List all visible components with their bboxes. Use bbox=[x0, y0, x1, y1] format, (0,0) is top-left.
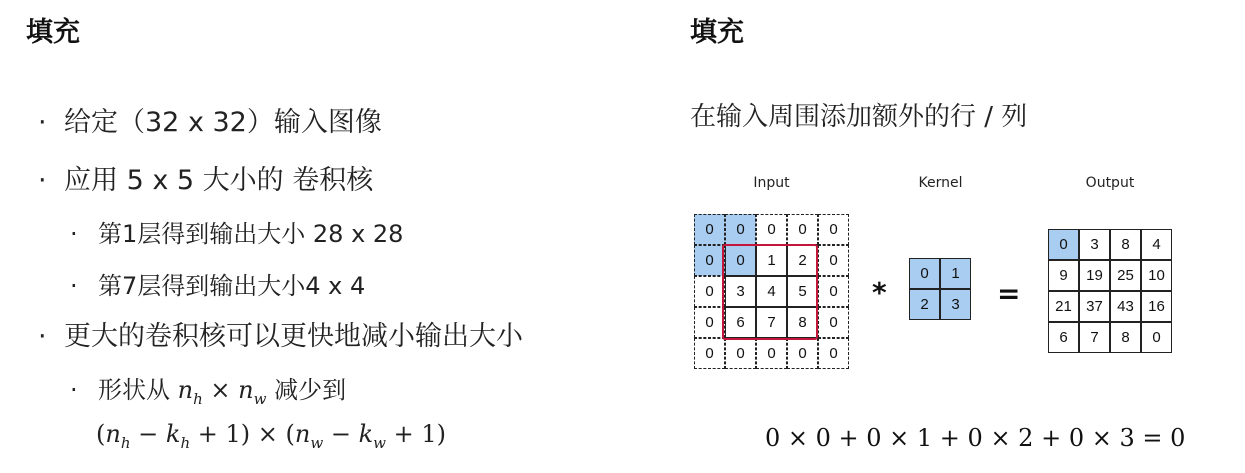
input-cell-r2-c1: 3 bbox=[725, 276, 756, 307]
input-cell-r0-c0: 0 bbox=[694, 214, 725, 245]
output-cell-r0-c3: 4 bbox=[1141, 229, 1172, 260]
input-cell-r4-c3: 0 bbox=[787, 338, 818, 369]
bullet-layer7 bbox=[70, 266, 365, 301]
output-shape-formula: $(n_h - k_h + 1) \times (n_w - k_w + 1)$ bbox=[96, 420, 447, 452]
input-cell-r3-c1: 6 bbox=[725, 307, 756, 338]
kernel-label: Kernel bbox=[918, 175, 963, 191]
input-cell-r1-c4: 0 bbox=[818, 245, 849, 276]
equals-operator: = bbox=[997, 277, 1021, 310]
input-cell-r4-c2: 0 bbox=[756, 338, 787, 369]
bullet-kernel-size bbox=[38, 158, 373, 197]
bullet-dot: · bbox=[38, 107, 47, 138]
output-cell-r2-c1: 37 bbox=[1079, 291, 1110, 322]
kernel-cell-r0-c1: 1 bbox=[940, 258, 971, 289]
output-cell-r1-c0: 9 bbox=[1048, 260, 1079, 291]
output-cell-r3-c2: 8 bbox=[1110, 322, 1141, 353]
input-cell-r2-c2: 4 bbox=[756, 276, 787, 307]
output-cell-r1-c1: 19 bbox=[1079, 260, 1110, 291]
formula-nw: $n_w$ bbox=[238, 376, 267, 408]
bullet-text: 更大的卷积核可以更快地减小输出大小 bbox=[64, 321, 523, 352]
input-cell-r2-c0: 0 bbox=[694, 276, 725, 307]
bullet-dot: · bbox=[38, 165, 47, 196]
output-cell-r3-c0: 6 bbox=[1048, 322, 1079, 353]
output-cell-r1-c2: 25 bbox=[1110, 260, 1141, 291]
convolution-window bbox=[722, 244, 818, 340]
input-cell-r0-c3: 0 bbox=[787, 214, 818, 245]
input-cell-r1-c1: 0 bbox=[725, 245, 756, 276]
input-cell-r4-c0: 0 bbox=[694, 338, 725, 369]
shape-suffix: 减少到 bbox=[274, 376, 347, 404]
input-cell-r2-c4: 0 bbox=[818, 276, 849, 307]
input-cell-r1-c0: 0 bbox=[694, 245, 725, 276]
bullet-dot: · bbox=[70, 272, 78, 300]
input-cell-r3-c2: 7 bbox=[756, 307, 787, 338]
bullet-text: 第7层得到输出大小4 x 4 bbox=[98, 272, 366, 300]
formula-nh: $n_h$ bbox=[177, 376, 203, 408]
kernel-cell-r1-c0: 2 bbox=[909, 289, 940, 320]
bullet-text: 应用 5 x 5 大小的 卷积核 bbox=[64, 165, 374, 196]
bullet-layer1 bbox=[70, 214, 403, 249]
kernel-cell-r1-c1: 3 bbox=[940, 289, 971, 320]
bullet-shape-change bbox=[70, 370, 346, 408]
formula-times: × bbox=[210, 376, 231, 404]
output-cell-r3-c1: 7 bbox=[1079, 322, 1110, 353]
bullet-larger-kernel bbox=[38, 314, 523, 353]
bullet-text: 给定（32 x 32）输入图像 bbox=[64, 107, 382, 138]
input-cell-r2-c3: 5 bbox=[787, 276, 818, 307]
input-cell-r0-c4: 0 bbox=[818, 214, 849, 245]
kernel-cell-r0-c0: 0 bbox=[909, 258, 940, 289]
output-cell-r2-c0: 21 bbox=[1048, 291, 1079, 322]
output-label: Output bbox=[1085, 175, 1135, 191]
padding-description: 在输入周围添加额外的行 / 列 bbox=[690, 102, 1028, 132]
shape-prefix: 形状从 bbox=[98, 376, 170, 404]
input-cell-r4-c1: 0 bbox=[725, 338, 756, 369]
input-cell-r1-c2: 1 bbox=[756, 245, 787, 276]
output-cell-r2-c2: 43 bbox=[1110, 291, 1141, 322]
output-cell-r3-c3: 0 bbox=[1141, 322, 1172, 353]
bullet-text: 第1层得到输出大小 28 x 28 bbox=[98, 220, 404, 248]
input-cell-r3-c3: 8 bbox=[787, 307, 818, 338]
input-cell-r1-c3: 2 bbox=[787, 245, 818, 276]
bullet-dot: · bbox=[70, 376, 78, 404]
bullet-input-image bbox=[38, 100, 382, 139]
convolution-operator: * bbox=[872, 276, 887, 309]
input-cell-r0-c2: 0 bbox=[756, 214, 787, 245]
bullet-dot: · bbox=[70, 220, 78, 248]
bullet-dot: · bbox=[38, 321, 47, 352]
output-cell-r0-c2: 8 bbox=[1110, 229, 1141, 260]
input-cell-r0-c1: 0 bbox=[725, 214, 756, 245]
computation-equation: 0 × 0 + 0 × 1 + 0 × 2 + 0 × 3 = 0 bbox=[765, 424, 1186, 452]
output-cell-r1-c3: 10 bbox=[1141, 260, 1172, 291]
left-slide-title: 填充 bbox=[26, 17, 80, 48]
input-cell-r3-c4: 0 bbox=[818, 307, 849, 338]
input-label: Input bbox=[753, 175, 790, 191]
output-cell-r0-c1: 3 bbox=[1079, 229, 1110, 260]
output-cell-r2-c3: 16 bbox=[1141, 291, 1172, 322]
input-cell-r4-c4: 0 bbox=[818, 338, 849, 369]
right-slide-title: 填充 bbox=[690, 17, 744, 48]
output-cell-r0-c0: 0 bbox=[1048, 229, 1079, 260]
input-cell-r3-c0: 0 bbox=[694, 307, 725, 338]
